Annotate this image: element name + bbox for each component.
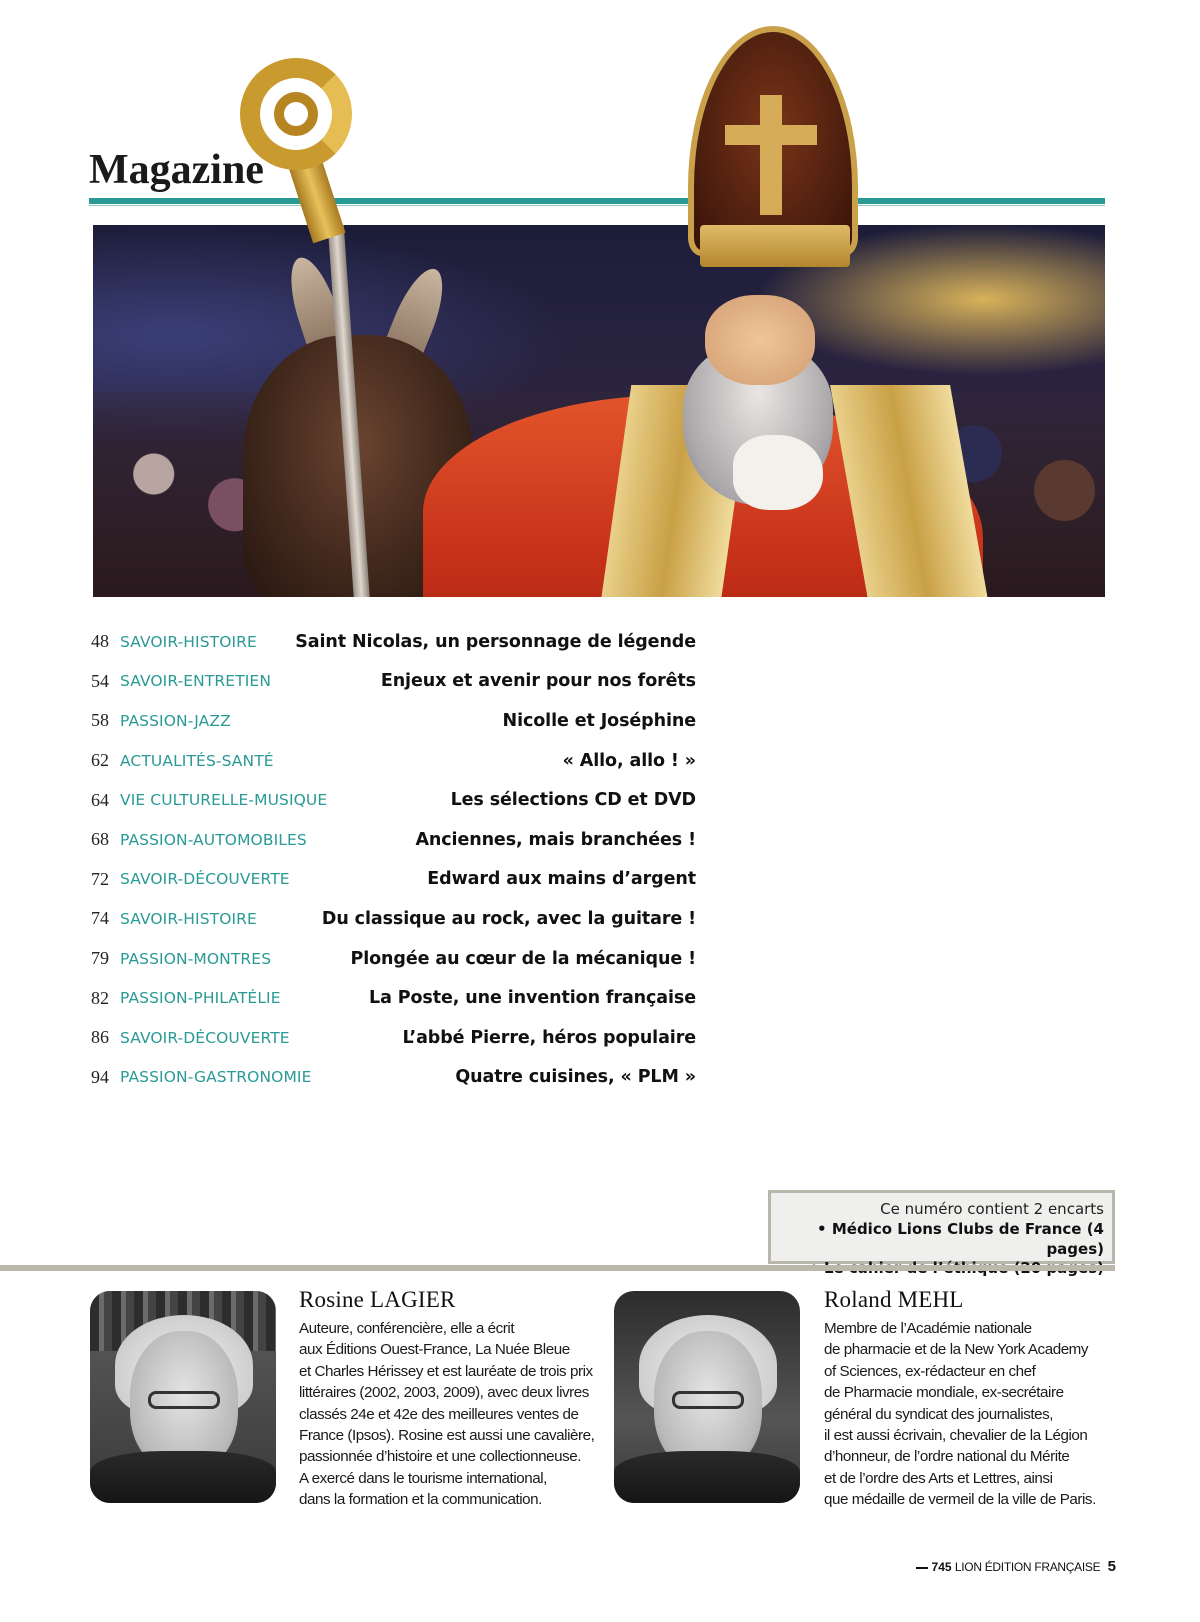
toc-row[interactable] — [91, 701, 696, 741]
insert-item: • Médico Lions Clubs de France (4 pages) — [817, 1220, 1104, 1258]
toc-page-number: 62 — [91, 750, 109, 771]
shoulders — [614, 1451, 800, 1503]
bio-line: littéraires (2002, 2003, 2009), avec deux livres — [299, 1384, 589, 1402]
toc-page-number: 54 — [91, 670, 109, 691]
toc-article-title[interactable]: Du classique au rock, avec la guitare ! — [321, 908, 696, 929]
toc-row[interactable] — [91, 622, 696, 662]
toc-page-number: 58 — [91, 710, 109, 731]
toc-rubric: PASSION-MONTRES — [120, 949, 272, 968]
toc-rubric: PASSION-AUTOMOBILES — [120, 830, 307, 849]
toc-article-title[interactable]: Les sélections CD et DVD — [450, 790, 696, 811]
toc-article-title[interactable]: Enjeux et avenir pour nos forêts — [380, 671, 696, 692]
toc-row[interactable] — [91, 978, 696, 1018]
shoulders — [90, 1451, 276, 1503]
toc-page-number: 94 — [91, 1066, 109, 1087]
bio-line: A exercé dans le tourisme international, — [299, 1469, 547, 1487]
bio-line: passionnée d’histoire et une collectionneuse. — [299, 1448, 582, 1466]
crozier-scroll — [274, 92, 318, 136]
page-number: 5 — [1107, 1558, 1116, 1575]
section-divider — [0, 1265, 1115, 1271]
toc-page-number: 79 — [91, 948, 109, 969]
bio-line: Auteure, conférencière, elle a écrit — [299, 1320, 515, 1337]
toc-row[interactable] — [91, 860, 696, 900]
author-bio — [824, 1318, 1124, 1511]
toc-row[interactable] — [91, 820, 696, 860]
bio-line: de Pharmacie mondiale, ex-secrétaire — [824, 1384, 1064, 1402]
toc-article-title[interactable]: La Poste, une invention française — [369, 988, 696, 1009]
section-title: Magazine — [89, 147, 264, 193]
toc-page-number: 48 — [91, 631, 109, 652]
toc-article-title[interactable]: L’abbé Pierre, héros populaire — [402, 1027, 696, 1048]
toc-rubric: PASSION-JAZZ — [120, 711, 231, 730]
toc-page-number: 86 — [91, 1027, 109, 1048]
folio-dash — [916, 1567, 928, 1569]
bio-line: of Sciences, ex-rédacteur en chef — [824, 1362, 1036, 1380]
toc-rubric: SAVOIR-HISTOIRE — [120, 909, 257, 928]
bio-line: que médaille de vermeil de la ville de Paris. — [824, 1491, 1096, 1509]
toc-rubric: ACTUALITÉS-SANTÉ — [120, 751, 274, 770]
bio-line: dans la formation et la communication. — [299, 1491, 542, 1509]
hero-photo — [93, 225, 1105, 597]
toc-rubric: SAVOIR-ENTRETIEN — [120, 672, 272, 691]
toc-row[interactable] — [91, 780, 696, 820]
toc-article-title[interactable]: Edward aux mains d’argent — [427, 869, 696, 890]
toc-page-number: 68 — [91, 829, 109, 850]
toc-article-title[interactable]: Anciennes, mais branchées ! — [415, 829, 696, 850]
toc-article-title[interactable]: Quatre cuisines, « PLM » — [455, 1067, 696, 1088]
page-folio — [916, 1558, 1116, 1575]
cross-icon — [725, 125, 817, 145]
toc-rubric: VIE CULTURELLE-MUSIQUE — [120, 791, 328, 810]
toc-row[interactable] — [91, 662, 696, 702]
bio-line: aux Éditions Ouest-France, La Nuée Bleue — [299, 1341, 570, 1359]
issue-number: 745 — [931, 1560, 952, 1574]
toc-rubric: PASSION-PHILATÉLIE — [120, 989, 281, 1008]
toc-page-number: 74 — [91, 908, 109, 929]
bio-line: classés 24e et 42e des meilleures ventes de — [299, 1405, 579, 1423]
inserts-heading: Ce numéro contient 2 encarts — [880, 1200, 1104, 1218]
toc-row[interactable] — [91, 1018, 696, 1058]
bio-line: et de l’ordre des Arts et Lettres, ainsi — [824, 1469, 1053, 1487]
toc-rubric: SAVOIR-DÉCOUVERTE — [120, 1028, 290, 1047]
publication-name: LION ÉDITION FRANÇAISE — [954, 1560, 1101, 1574]
author-name: Roland MEHL — [824, 1287, 964, 1312]
bio-line: France (Ipsos). Rosine est aussi une cavalière, — [299, 1427, 595, 1445]
toc-article-title[interactable]: « Allo, allo ! » — [562, 750, 696, 771]
glasses-icon — [672, 1391, 744, 1409]
toc-rubric: PASSION-GASTRONOMIE — [120, 1068, 312, 1087]
toc-article-title[interactable]: Plongée au cœur de la mécanique ! — [350, 948, 696, 969]
toc-article-title[interactable]: Nicolle et Joséphine — [502, 710, 696, 731]
saint-face — [705, 295, 815, 385]
glasses-icon — [148, 1391, 220, 1409]
title-rule — [89, 198, 1105, 204]
toc-article-title[interactable]: Saint Nicolas, un personnage de légende — [295, 631, 696, 652]
author-name: Rosine LAGIER — [299, 1287, 456, 1312]
author-photo — [614, 1291, 800, 1503]
author-photo — [90, 1291, 276, 1503]
toc-page-number: 64 — [91, 789, 109, 810]
white-glove — [733, 435, 823, 510]
bio-line: général du syndicat des journalistes, — [824, 1405, 1054, 1423]
inserts-box — [768, 1190, 1115, 1264]
table-of-contents — [91, 622, 696, 1097]
bio-line: d’honneur, de l’ordre national du Mérite — [824, 1448, 1070, 1466]
title-rule-thin — [89, 205, 1105, 206]
toc-rubric: SAVOIR-DÉCOUVERTE — [120, 870, 290, 889]
toc-row[interactable] — [91, 741, 696, 781]
author-bio — [299, 1318, 599, 1511]
bio-line: il est aussi écrivain, chevalier de la Légion — [824, 1427, 1088, 1445]
toc-page-number: 72 — [91, 868, 109, 889]
toc-row[interactable] — [91, 1058, 696, 1098]
cross-icon — [760, 95, 782, 215]
bio-line: Membre de l’Académie nationale — [824, 1320, 1032, 1337]
toc-rubric: SAVOIR-HISTOIRE — [120, 632, 257, 651]
toc-row[interactable] — [91, 899, 696, 939]
toc-row[interactable] — [91, 939, 696, 979]
bio-line: de pharmacie et de la New York Academy — [824, 1341, 1089, 1359]
mitre-band — [700, 225, 850, 267]
toc-page-number: 82 — [91, 987, 109, 1008]
bio-line: et Charles Hérissey et est lauréate de trois prix — [299, 1362, 593, 1380]
